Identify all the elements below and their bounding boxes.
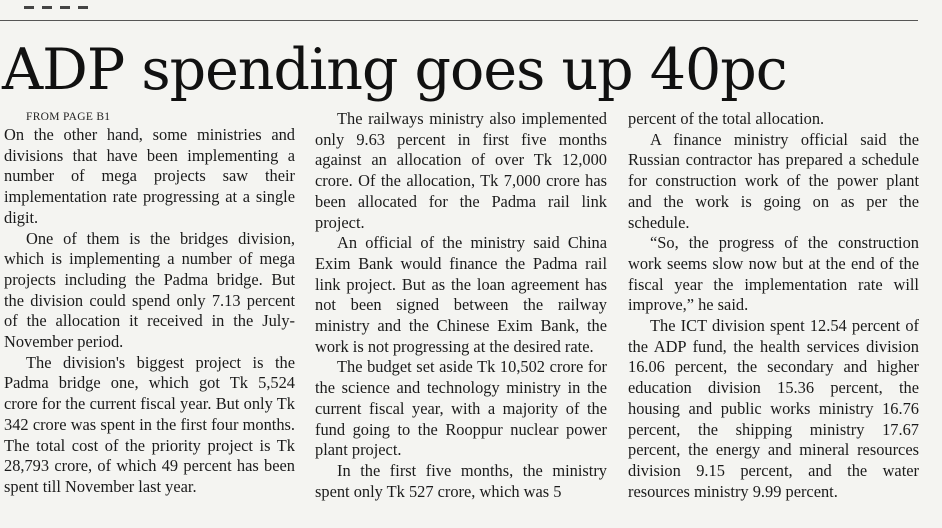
paragraph: On the other hand, some ministries and divisions that have been implementing a number of mega projects saw their implementation rate progressing at a single digit. xyxy=(4,125,295,227)
paragraph: The budget set aside Tk 10,502 crore for the science and technology ministry in the current fiscal year, with a majority of the fund going to the Rooppur nuclear power plant project. xyxy=(315,357,607,460)
paragraph: percent of the total allocation. xyxy=(628,109,825,128)
paragraph: The ICT division spent 12.54 percent of the ADP fund, the health services division 16.06 percent, the secondary and higher education division 15.36 percent, the housing and public works ministry 16.76 percent, the shipping ministry 17.67 percent, the energy and mineral resources division 9.15 percent, and the water resources ministry 9.99 percent. xyxy=(628,316,919,501)
cropped-header-fragment xyxy=(24,0,104,4)
paragraph: One of them is the bridges division, which is implementing a number of mega projects including the Padma bridge. But the division could spend only 7.13 percent of the allocation it received in the July-November period. xyxy=(4,228,295,352)
paragraph: An official of the ministry said China Exim Bank would finance the Padma rail link project. But as the loan agreement has not been signed between the railway ministry and the Chinese Exim Bank, the work is not progressing at the desired rate. xyxy=(315,233,607,356)
paragraph: The division's biggest project is the Padma bridge one, which got Tk 5,524 crore for the current fiscal year. But only Tk 342 crore was spent in the first four months. The total cost of the priority project is Tk 28,793 crore, of which 49 percent has been spent till November last year. xyxy=(4,352,295,496)
paragraph: “So, the progress of the construction work seems slow now but at the end of the fiscal year the implementation rate will improve,” he said. xyxy=(628,233,919,315)
paragraph: In the first five months, the ministry spent only Tk 527 crore, which was 5 xyxy=(315,460,607,501)
from-page-label: FROM PAGE B1 xyxy=(26,111,111,123)
header-rule xyxy=(0,20,918,21)
paragraph: The railways ministry also implemented only 9.63 percent in first five months against an allocation of over Tk 12,000 crore. Of the allocation, Tk 7,000 crore has been allocated for the Padma rail link project. xyxy=(315,109,607,232)
article-column-3 xyxy=(628,109,919,502)
headline: ADP spending goes up 40pc xyxy=(2,37,787,103)
article-column-2 xyxy=(315,109,607,502)
article-column-1 xyxy=(4,110,295,498)
paragraph: A finance ministry official said the Russian contractor has prepared a schedule for construction work of the power plant and the work is going on as per the schedule. xyxy=(628,129,919,232)
